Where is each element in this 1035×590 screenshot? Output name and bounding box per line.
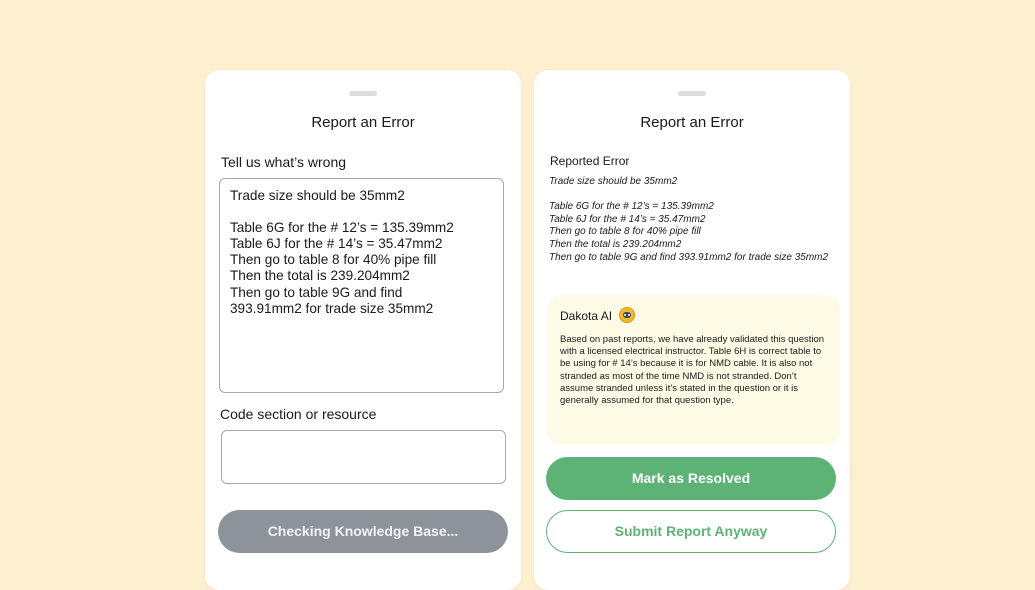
ai-message: Based on past reports, we have already validated this question with a licensed electrical instructor. Table 6H is correct table to be using for # 14’s because it is for NMD cable. It is also not stranded as most of the time NMD is not stranded. Don’t assume stranded unless it’s stated in the question or it is generally assumed for that question type. [560,334,825,407]
panel-title: Report an Error [311,114,415,131]
checking-knowledge-base-button[interactable]: Checking Knowledge Base... [218,510,508,553]
drag-handle[interactable] [349,91,377,96]
drag-handle[interactable] [678,91,706,96]
whats-wrong-textarea[interactable]: Trade size should be 35mm2 Table 6G for the # 12’s = 135.39mm2 Table 6J for the # 14’s = 35.47mm2 Then go to table 8 for 40% pipe fill Then the total is 239.204mm2 Then go to table 9G and find 393.91mm2 for trade size 35mm2 [219,178,504,393]
code-section-label: Code section or resource [220,406,377,422]
report-error-form-panel [205,70,521,590]
code-section-input[interactable] [221,430,506,484]
dakota-ai-card [547,295,840,445]
mark-as-resolved-button[interactable]: Mark as Resolved [546,457,836,500]
submit-report-anyway-button[interactable]: Submit Report Anyway [546,510,836,553]
report-error-review-panel [534,70,850,590]
reported-error-label: Reported Error [550,154,630,168]
wrong-label: Tell us what’s wrong [221,154,347,170]
panel-title: Report an Error [640,114,744,131]
ai-name: Dakota AI [560,309,613,323]
reported-error-text: Trade size should be 35mm2 Table 6G for the # 12’s = 135.39mm2 Table 6J for the # 14’s = 35.47mm2 Then go to table 8 for 40% pipe fill Then the total is 239.204mm2 Then go to table 9G and find 393.91mm2 for trade size 35mm2 [549,176,829,263]
robot-icon [619,307,635,323]
